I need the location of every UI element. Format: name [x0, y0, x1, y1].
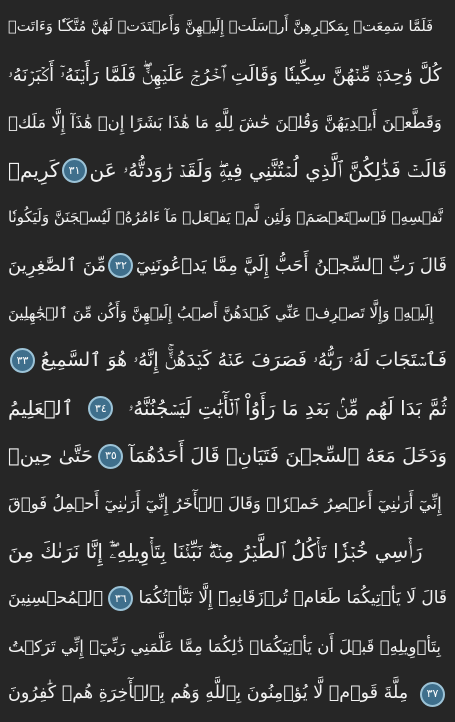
verse-text: ٱلۡمُحۡسِنِينَ	[8, 588, 103, 609]
text-line	[8, 480, 447, 528]
ayah-number-marker: ٣٣	[10, 348, 35, 373]
ayah-number-marker: ٣١	[62, 158, 87, 183]
verse-text: كَرِيمٞ	[8, 157, 60, 182]
verse-text: وَقَطَّعۡنَ أَيۡدِيَهُنَّ وَقُلۡنَ حَٰشَ لِلَّهِ مَا هَٰذَا بَشَرًا إِنۡ هَٰذَآ إِلَّا مَلَكٞ	[8, 113, 442, 133]
ayah-number-marker: ٣٤	[88, 396, 113, 421]
text-line	[8, 385, 447, 433]
text-line	[8, 52, 447, 100]
text-line	[8, 337, 447, 385]
verse-text: ٱلۡعَلِيمُ	[8, 395, 74, 420]
text-line	[8, 290, 447, 338]
ayah-number-marker: ٣٦	[108, 586, 133, 611]
text-line	[8, 575, 447, 623]
verse-text: مِّنَ ٱلصَّٰغِرِينَ	[8, 254, 107, 276]
verse-text: إِلَيۡهِۖ وَإِلَّا تَصۡرِفۡ عَنِّي كَيۡدَهُنَّ أَصۡبُ إِلَيۡهِنَّ وَأَكُن مِّنَ ٱلۡجَٰهِلِينَ	[8, 303, 434, 322]
ayah-number-marker: ٣٥	[98, 444, 123, 469]
verse-text: وَدَخَلَ مَعَهُ ٱلسِّجۡنَ فَتَيَانِۖ قَالَ أَحَدُهُمَآ	[128, 444, 447, 468]
text-line	[8, 99, 447, 147]
verse-text: مِلَّةَ قَوۡمٖ لَّا يُؤۡمِنُونَ بِٱللَّهِ وَهُم بِٱلۡأٓخِرَةِ هُمۡ كَٰفِرُونَ	[8, 683, 409, 704]
text-line	[8, 4, 447, 52]
verse-text: قَالَ رَبِّ ٱلسِّجۡنُ أَحَبُّ إِلَيَّ مِمَّا يَدۡعُونَنِيٓ	[135, 254, 447, 276]
verse-text: قَالَ لَا يَأۡتِيكُمَا طَعَامٞ تُرۡزَقَانِهِۦٓ إِلَّا نَبَّأۡتُكُمَا	[138, 588, 447, 609]
text-line	[8, 242, 447, 290]
verse-text: رَأۡسِي خُبۡزٗا تَأۡكُلُ ٱلطَّيۡرُ مِنۡهُۖ نَبِّئۡنَا بِتَأۡوِيلِهِۦٓۖ إِنَّا نَرَىٰكَ مِنَ	[8, 538, 423, 563]
text-line	[8, 623, 447, 671]
text-line	[8, 194, 447, 242]
ayah-number-marker: ٣٢	[108, 253, 133, 278]
verse-text: ثُمَّ بَدَا لَهُم مِّنۢ بَعۡدِ مَا رَأَوُاْ ٱلۡأٓيَٰتِ لَيَسۡجُنُنَّهُۥ	[128, 395, 447, 420]
ayah-number-marker: ٣٧	[420, 682, 445, 707]
text-line	[8, 147, 447, 195]
verse-text: نَّفۡسِهِۦ فَٱسۡتَعۡصَمَۖ وَلَئِن لَّمۡ يَفۡعَلۡ مَآ ءَامُرُهُۥ لَيُسۡجَنَنَّ وَلَيَكُونٗا	[8, 208, 443, 227]
verse-text: فَلَمَّا سَمِعَتۡ بِمَكۡرِهِنَّ أَرۡسَلَتۡ إِلَيۡهِنَّ وَأَعۡتَدَتۡ لَهُنَّ مُتَّكَـٔٗا وَءَاتَتۡ	[8, 19, 434, 35]
verse-text: فَٱسۡتَجَابَ لَهُۥ رَبُّهُۥ فَصَرَفَ عَنۡهُ كَيۡدَهُنَّۚ إِنَّهُۥ هُوَ ٱلسَّمِيعُ	[40, 349, 447, 372]
text-line	[8, 528, 447, 576]
verse-text: قَالَتۡ فَذَٰلِكُنَّ ٱلَّذِي لُمۡتُنَّنِي فِيهِۖ وَلَقَدۡ رَٰوَدتُّهُۥ عَن	[89, 157, 447, 182]
text-line	[8, 670, 447, 718]
verse-text: بِتَأۡوِيلِهِۦ قَبۡلَ أَن يَأۡتِيَكُمَاۚ ذَٰلِكُمَا مِمَّا عَلَّمَنِي رَبِّيٓۚ إِنِّي تَرَكۡتُ	[8, 636, 441, 656]
verse-text: كُلَّ وَٰحِدَةٖ مِّنۡهُنَّ سِكِّينٗا وَقَالَتِ ٱخۡرُجۡ عَلَيۡهِنَّۖ فَلَمَّا رَأَيۡنَهُۥٓ أَكۡبَرۡنَهُۥ	[8, 64, 442, 86]
verse-text: إِنِّيٓ أَرَىٰنِيٓ أَعۡصِرُ خَمۡرٗاۖ وَقَالَ ٱلۡأٓخَرُ إِنِّيٓ أَرَىٰنِيٓ أَحۡمِلُ فَوۡقَ	[8, 493, 442, 513]
verse-text: حَتَّىٰ حِينٖ	[8, 444, 93, 468]
text-line	[8, 432, 447, 480]
